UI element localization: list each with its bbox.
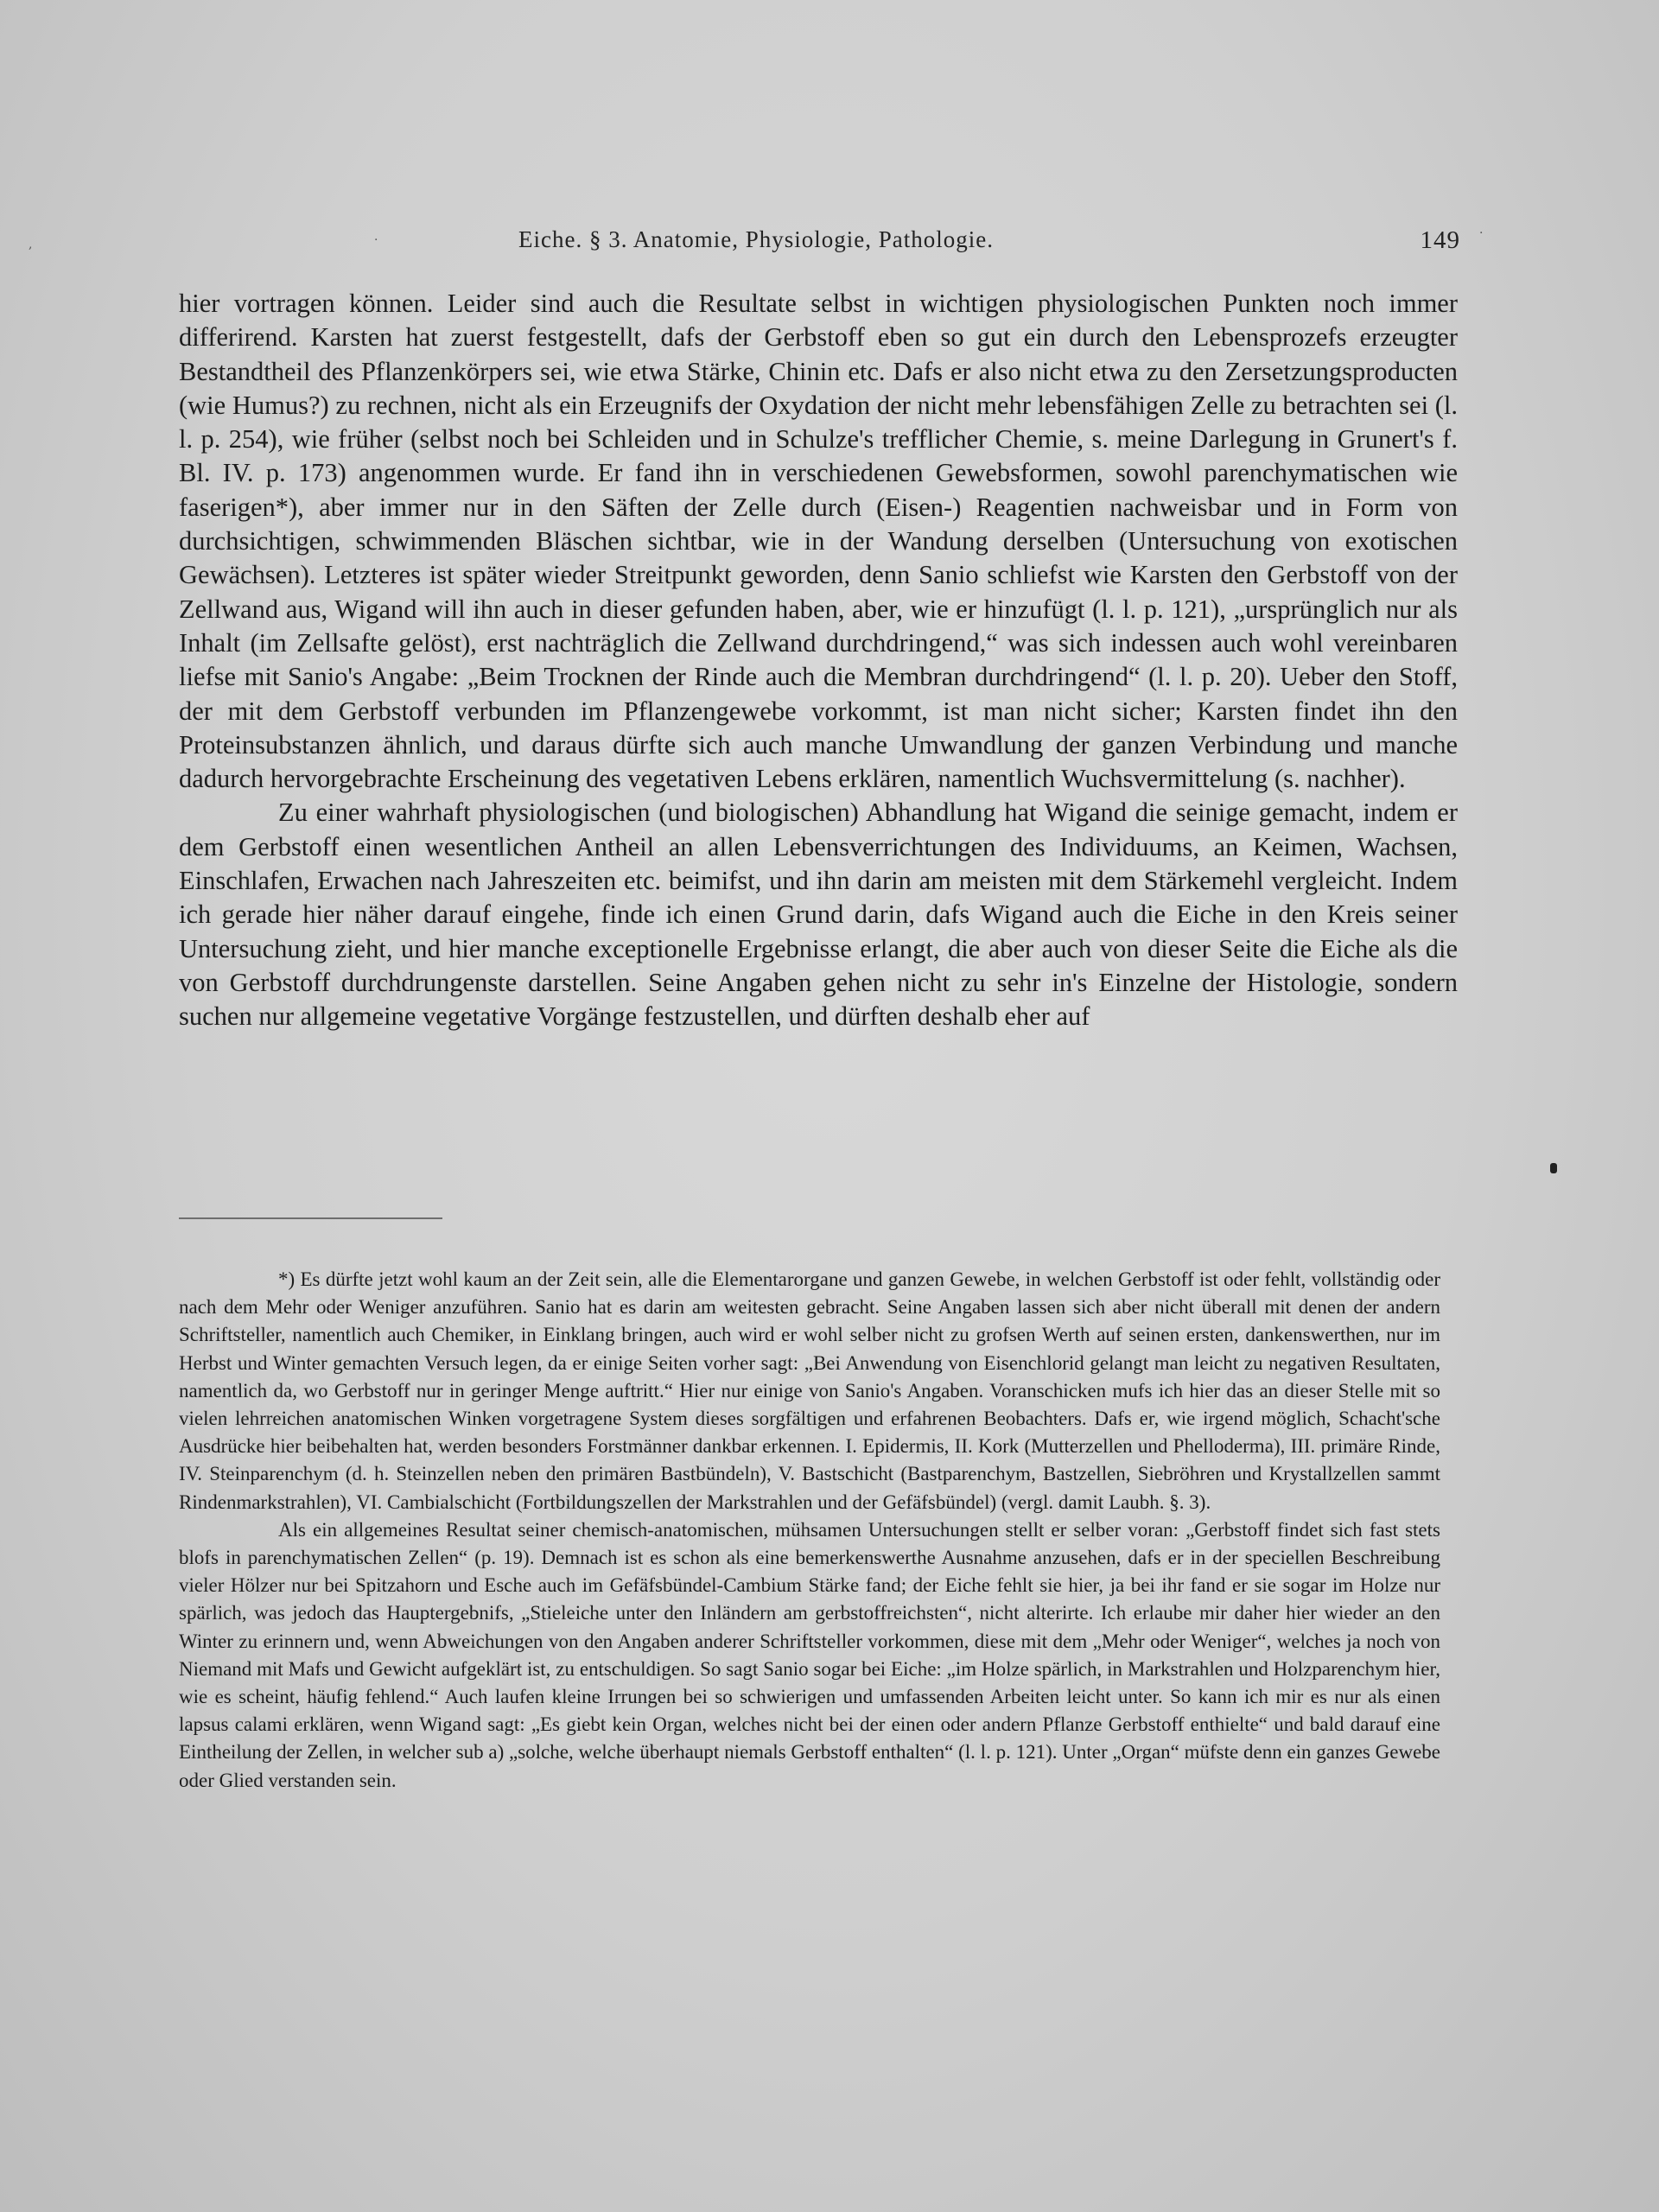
- body-paragraph: hier vortragen können. Leider sind auch die Resultate selbst in wichtigen physiologischen Punkten noch immer differirend. Karsten hat zuerst festgestellt, dafs der Gerbstoff eben so gut ein durch den Lebensprozefs erzeugter Bestandtheil des Pflanzenkörpers sei, wie etwa Stärke, Chinin etc. Dafs er also nicht etwa zu den Zersetzungsproducten (wie Humus?) zu rechnen, nicht als ein Erzeugnifs der Oxydation der nicht mehr lebensfähigen Zelle zu betrachten sei (l. l. p. 254), wie früher (selbst noch bei Schleiden und in Schulze's trefflicher Chemie, s. meine Darlegung in Grunert's f. Bl. IV. p. 173) angenommen wurde. Er fand ihn in verschiedenen Gewebsformen, sowohl parenchymatischen wie faserigen*), aber immer nur in den Säften der Zelle durch (Eisen-) Reagentien nachweisbar und in Form von durchsichtigen, schwimmenden Bläschen sichtbar, wie in der Wandung derselben (Untersuchung von exotischen Gewächsen). Letzteres ist später wieder Streitpunkt geworden, denn Sanio schliefst wie Karsten den Gerbstoff von der Zellwand aus, Wigand will ihn auch in dieser gefunden haben, aber, wie er hinzufügt (l. l. p. 121), „ursprünglich nur als Inhalt (im Zellsafte gelöst), erst nachträglich die Zellwand durchdringend,“ was sich indessen auch wohl vereinbaren liefse mit Sanio's Angabe: „Beim Trocknen der Rinde auch die Membran durchdringend“ (l. l. p. 20). Ueber den Stoff, der mit dem Gerbstoff verbunden im Pflanzengewebe vorkommt, ist man nicht sicher; Karsten findet ihn den Proteinsubstanzen ähnlich, und daraus dürfte sich auch manche Umwandlung der ganzen Verbindung und manche dadurch hervorgebrachte Erscheinung des vegetativen Lebens erklären, namentlich Wuchsvermittelung (s. nachher).: [179, 289, 1458, 794]
- footnote-paragraph: *) Es dürfte jetzt wohl kaum an der Zeit sein, alle die Elementarorgane und ganzen Gewebe, in welchen Gerbstoff ist oder fehlt, vollständig oder nach dem Mehr oder Weniger anzuführen. Sanio hat es darin am weitesten gebracht. Seine Angaben lassen sich aber nicht überall mit denen der andern Schriftsteller, namentlich auch Chemiker, in Einklang bringen, auch wird er wohl selber nicht zu grofsen Werth auf seinen ersten, dankenswerthen, nur im Herbst und Winter gemachten Versuch legen, da er einige Seiten vorher sagt: „Bei Anwendung von Eisenchlorid gelangt man leicht zu negativen Resultaten, namentlich da, wo Gerbstoff nur in geringer Menge auftritt.“ Hier nur einige von Sanio's Angaben. Voranschicken mufs ich hier das an dieser Stelle mit so vielen lehrreichen anatomischen Winken vorgetragene System dieses sorgfältigen und erfahrenen Beobachters. Dafs er, wie irgend möglich, Schacht'sche Ausdrücke hier beibehalten hat, werden besonders Forstmänner dankbar erkennen. I. Epidermis, II. Kork (Mutterzellen und Phelloderma), III. primäre Rinde, IV. Steinparenchym (d. h. Steinzellen neben den primären Bastbündeln), V. Bastschicht (Bastparenchym, Bastzellen, Siebröhren und Krystallzellen sammt Rindenmarkstrahlen), VI. Cambialschicht (Fortbildungszellen der Markstrahlen und der Gefäfsbündel) (vergl. damit Laubh. §. 3).: [179, 1268, 1440, 1513]
- footnote-rule: [179, 1217, 442, 1219]
- speck-mark: ,: [29, 238, 33, 251]
- page-number: 149: [1420, 226, 1460, 254]
- ink-spot: [1550, 1163, 1557, 1173]
- footnote-paragraph: Als ein allgemeines Resultat seiner chemisch-anatomischen, mühsamen Untersuchungen stellt er selber voran: „Gerbstoff findet sich fast stets blofs in parenchymatischen Zellen“ (p. 19). Demnach ist es schon als eine bemerkenswerthe Ausnahme anzusehen, dafs er in der speciellen Beschreibung vieler Hölzer nur bei Spitzahorn und Esche auch im Gefäfsbündel-Cambium Stärke fand; der Eiche fehlt sie hier, ja bei ihr fand er sie sogar im Holze nur spärlich, was jedoch das Hauptergebnifs, „Stieleiche unter den Inländern am gerbstoffreichsten“, nicht alterirte. Ich erlaube mir daher hier wieder an den Winter zu erinnern und, wenn Abweichungen von den Angaben anderer Schriftsteller vorkommen, diese mit dem „Mehr oder Weniger“, welches ja noch von Niemand mit Mafs und Gewicht aufgeklärt ist, zu entschuldigen. So sagt Sanio sogar bei Eiche: „im Holze spärlich, in Markstrahlen und Holzparenchym hier, wie es scheint, häufig fehlend.“ Auch laufen kleine Irrungen bei so schwierigen und umfassenden Arbeiten leicht unter. So kann ich mir es nur als einen lapsus calami erklären, wenn Wigand sagt: „Es giebt kein Organ, welches nicht bei der einen oder andern Pflanze Gerbstoff enthielte“ und bald darauf eine Eintheilung der Zellen, in welcher sub a) „solche, welche überhaupt niemals Gerbstoff enthalten“ (l. l. p. 121). Unter „Organ“ müfste denn ein ganzes Gewebe oder Glied verstanden sein.: [179, 1518, 1440, 1791]
- main-text: [179, 287, 1458, 1034]
- footnotes: [179, 1266, 1440, 1795]
- body-paragraph: Zu einer wahrhaft physiologischen (und biologischen) Abhandlung hat Wigand die seinige gemacht, indem er dem Gerbstoff einen wesentlichen Antheil an allen Lebensverrichtungen des Individuums, an Keimen, Wachsen, Einschlafen, Erwachen nach Jahreszeiten etc. beimifst, und ihn darin am meisten mit dem Stärkemehl vergleicht. Indem ich gerade hier näher darauf eingehe, finde ich einen Grund darin, dafs Wigand auch die Eiche in den Kreis seiner Untersuchung zieht, und hier manche exceptionelle Ergebnisse erlangt, die aber auch von dieser Seite die Eiche als die von Gerbstoff durchdrungenste darstellen. Seine Angaben gehen nicht zu sehr in's Einzelne der Histologie, sondern suchen nur allgemeine vegetative Vorgänge festzustellen, und dürften deshalb eher auf: [179, 798, 1458, 1032]
- running-head: [518, 226, 1460, 261]
- speck-mark: ·: [1479, 226, 1484, 240]
- running-head-title: Eiche. § 3. Anatomie, Physiologie, Pathologie.: [518, 226, 994, 252]
- speck-mark: ·: [374, 233, 378, 247]
